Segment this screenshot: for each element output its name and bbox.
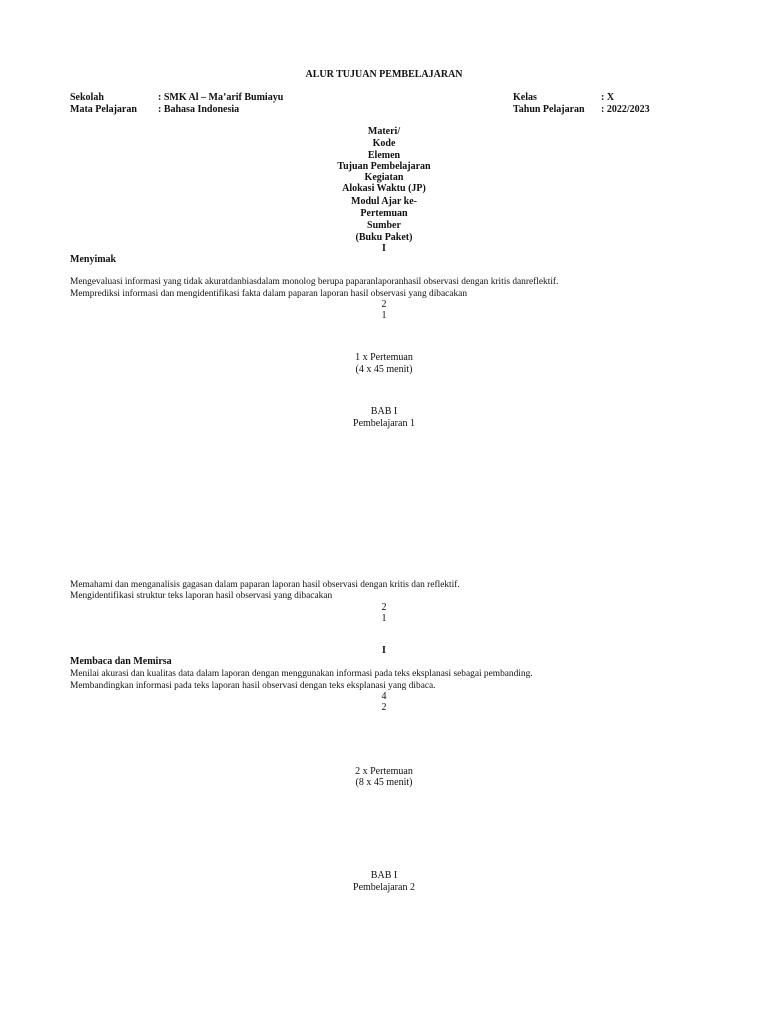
header-pertemuan: Pertemuan <box>360 208 408 219</box>
pembelajaran-label: Pembelajaran 1 <box>353 418 415 429</box>
tp-item: Menilai akurasi dan kualitas data dalam laporan dengan menggunakan informasi pada teks eksplanasi sebagai pembanding. <box>70 669 533 679</box>
kelas-value: : X <box>601 92 615 103</box>
section-roman-one: I <box>382 645 386 656</box>
tp-code: 1 <box>381 310 387 321</box>
tp-item: Membandingkan informasi pada teks laporan hasil observasi dengan teks eksplanasi yang dibaca. <box>70 681 436 691</box>
alokasi-menit: (8 x 45 menit) <box>355 777 413 788</box>
bab-label: BAB I <box>370 870 398 881</box>
tp-code: 2 <box>381 299 387 310</box>
bab-label: BAB I <box>370 406 398 417</box>
tp-item: Memahami dan menganalisis gagasan dalam paparan laporan hasil observasi dengan kritis dan reflektif. <box>70 580 460 590</box>
header-tujuan: Tujuan Pembelajaran <box>337 161 431 172</box>
element-membaca-memirsa: Membaca dan Memirsa <box>70 656 172 667</box>
pertemuan-count: 2 x Pertemuan <box>355 766 413 777</box>
header-materi: Materi/ <box>367 126 401 137</box>
element-menyimak: Menyimak <box>70 254 117 265</box>
tp-item: Mengidentifikasi struktur teks laporan hasil observasi yang dibacakan <box>70 591 333 601</box>
mapel-value: : Bahasa Indonesia <box>158 104 240 115</box>
pertemuan-count: 1 x Pertemuan <box>355 352 413 363</box>
header-sumber: Sumber <box>367 220 401 231</box>
alokasi-menit: (4 x 45 menit) <box>355 364 413 375</box>
pembelajaran-label: Pembelajaran 2 <box>353 882 415 893</box>
header-buku-paket: (Buku Paket) <box>355 232 413 243</box>
tp-item: Memprediksi informasi dan mengidentifikasi fakta dalam paparan laporan hasil observasi yang dibacakan <box>70 289 468 299</box>
tahun-label: Tahun Pelajaran <box>513 104 585 115</box>
header-kode: Kode <box>372 138 396 149</box>
tahun-value: : 2022/2023 <box>601 104 650 115</box>
sekolah-label: Sekolah <box>70 92 104 103</box>
tp-code: 4 <box>381 691 387 702</box>
header-kegiatan: Kegiatan <box>364 172 404 183</box>
header-modul: Modul Ajar ke- <box>351 196 417 207</box>
mapel-label: Mata Pelajaran <box>70 104 137 115</box>
sekolah-value: : SMK Al – Ma’arif Bumiayu <box>158 92 284 103</box>
tp-code: 2 <box>381 702 387 713</box>
header-roman-one: I <box>382 243 386 254</box>
document-title: ALUR TUJUAN PEMBELAJARAN <box>305 69 463 80</box>
header-alokasi: Alokasi Waktu (JP) <box>342 183 426 194</box>
tp-code: 2 <box>381 602 387 613</box>
tp-code: 1 <box>381 613 387 624</box>
tp-item: Mengevaluasi informasi yang tidak akuratdanbiasdalam monolog berupa paparanlaporanhasil observasi dengan kritis danreflektif. <box>70 277 559 287</box>
header-elemen: Elemen <box>367 150 401 161</box>
kelas-label: Kelas <box>513 92 537 103</box>
